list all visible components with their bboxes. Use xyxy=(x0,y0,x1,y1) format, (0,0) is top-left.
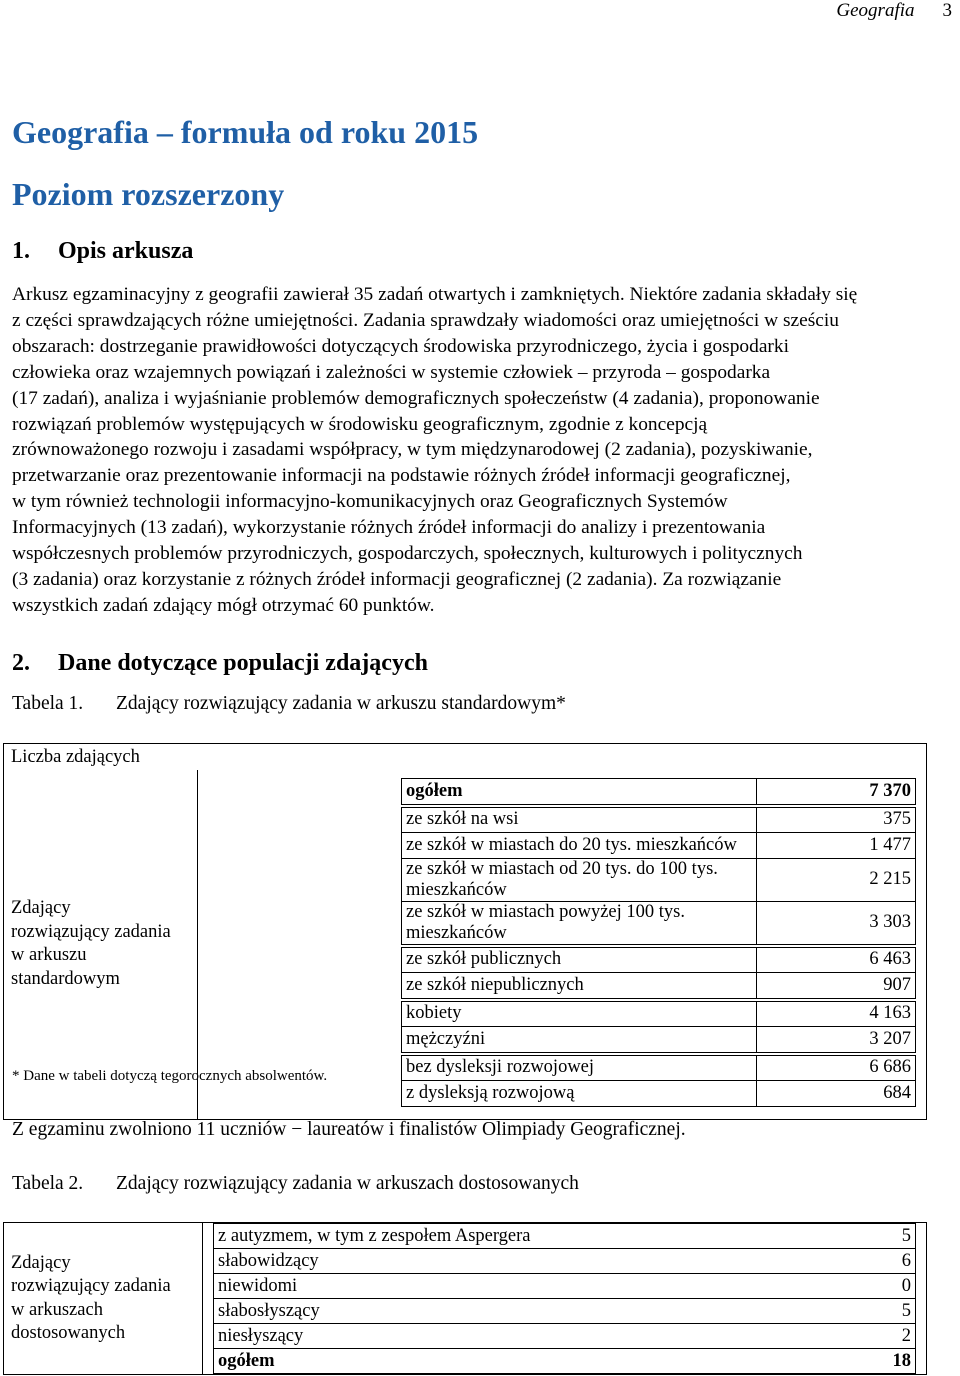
table-row xyxy=(402,901,916,944)
table-row xyxy=(214,1299,916,1324)
row-label: ze szkół w miastach od 20 tys. do 100 tys. mieszkańców xyxy=(402,858,757,901)
table-row xyxy=(402,807,916,833)
table-row xyxy=(214,1249,916,1274)
row-value: 375 xyxy=(757,807,916,833)
row-label: słabosłyszący xyxy=(214,1299,828,1324)
row-label: ogółem xyxy=(214,1349,828,1374)
table-1-inner xyxy=(401,778,916,1107)
table-1-footnote: * Dane w tabeli dotyczą tegorocznych absolwentów. xyxy=(12,1068,328,1084)
side-label-line: w arkuszu xyxy=(11,945,87,966)
section-2-number: 2. xyxy=(12,650,30,676)
table-1-caption-text: Zdający rozwiązujący zadania w arkuszu standardowym* xyxy=(116,693,566,714)
table-row xyxy=(402,1055,916,1081)
paragraph-line: przetwarzanie oraz prezentowanie informacji na podstawie różnych źródeł informacji geograficznej, xyxy=(12,465,791,487)
row-value: 6 463 xyxy=(757,947,916,973)
row-label: niewidomi xyxy=(214,1274,828,1299)
row-label: kobiety xyxy=(402,1001,757,1027)
table-row xyxy=(402,858,916,901)
paragraph-line: (3 zadania) oraz korzystanie z różnych źródeł informacji geograficznej (2 zadania). Za rozwiązanie xyxy=(12,568,782,590)
table-row xyxy=(402,947,916,973)
row-label: ze szkół na wsi xyxy=(402,807,757,833)
paragraph-line: Arkusz egzaminacyjny z geografii zawierał 35 zadań otwartych i zamkniętych. Niektóre zadania składały się xyxy=(12,284,858,305)
side-label-line: Zdający xyxy=(11,1252,71,1273)
table-1-body xyxy=(198,770,927,1119)
row-value: 3 303 xyxy=(757,901,916,944)
table-row xyxy=(214,1349,916,1374)
row-label: ze szkół w miastach powyżej 100 tys. mieszkańców xyxy=(402,901,757,944)
table-row xyxy=(214,1224,916,1249)
section-2-title: Dane dotyczące populacji zdających xyxy=(58,650,428,676)
paragraph-line: wszystkich zadań zdający mógł otrzymać 60 punktów. xyxy=(12,594,435,616)
table-1-side-label xyxy=(4,770,198,1119)
row-value: 5 xyxy=(827,1224,916,1249)
description-paragraph xyxy=(12,282,956,619)
side-label-line: Zdający xyxy=(11,898,71,919)
paragraph-line: z części sprawdzających różne umiejętności. Zadania sprawdzały wiadomości oraz umiejętności w sześciu xyxy=(12,309,839,331)
row-label: ze szkół w miastach do 20 tys. mieszkańców xyxy=(402,833,757,859)
table-2-caption-text: Zdający rozwiązujący zadania w arkuszach dostosowanych xyxy=(116,1173,579,1194)
paragraph-line: zrównoważonego rozwoju i zasadami współpracy, w tym międzynarodowej (2 zadania), pozyskiwanie, xyxy=(12,439,813,461)
row-value: 6 xyxy=(827,1249,916,1274)
row-value: 2 xyxy=(827,1324,916,1349)
row-label: słabowidzący xyxy=(214,1249,828,1274)
row-value: 2 215 xyxy=(757,858,916,901)
table-1 xyxy=(3,743,927,1120)
row-value: 18 xyxy=(827,1349,916,1374)
row-value: 4 163 xyxy=(757,1001,916,1027)
table-row xyxy=(402,1081,916,1107)
row-label: bez dysleksji rozwojowej xyxy=(402,1055,757,1081)
document-subtitle: Poziom rozszerzony xyxy=(12,176,285,212)
side-label-line: dostosowanych xyxy=(11,1323,126,1343)
table-2-label: Tabela 2. xyxy=(12,1173,84,1194)
side-label-line: w arkuszach xyxy=(11,1299,103,1320)
row-value: 7 370 xyxy=(757,779,916,805)
row-value: 1 477 xyxy=(757,833,916,859)
section-2-heading xyxy=(12,650,428,677)
exemption-sentence: Z egzaminu zwolniono 11 uczniów − laureatów i finalistów Olimpiady Geograficznej. xyxy=(12,1119,686,1140)
row-label: ogółem xyxy=(402,779,757,805)
row-value: 6 686 xyxy=(757,1055,916,1081)
row-label: ze szkół niepublicznych xyxy=(402,973,757,999)
row-value: 684 xyxy=(757,1081,916,1107)
row-label: mężczyźni xyxy=(402,1027,757,1053)
table-row xyxy=(402,833,916,859)
paragraph-line: w tym również technologii informacyjno-komunikacyjnych oraz Geograficznych Systemów xyxy=(12,491,728,513)
row-value: 0 xyxy=(827,1274,916,1299)
table-row xyxy=(402,1027,916,1053)
row-value: 3 207 xyxy=(757,1027,916,1053)
page-number: 3 xyxy=(942,0,952,21)
paragraph-line: Informacyjnych (13 zadań), wykorzystanie różnych źródeł informacji do analizy i prezentowania xyxy=(12,517,766,539)
row-label: niesłyszący xyxy=(214,1324,828,1349)
paragraph-line: (17 zadań), analiza i wyjaśnianie problemów demograficznych społeczeństw (4 zadania), proponowanie xyxy=(12,387,820,409)
table-row xyxy=(402,1001,916,1027)
side-label-line: standardowym xyxy=(11,968,120,989)
running-header xyxy=(836,0,952,22)
table-row xyxy=(214,1324,916,1349)
side-label-line: rozwiązujący zadania xyxy=(11,1276,171,1296)
table-row xyxy=(214,1274,916,1299)
table-1-header: Liczba zdających xyxy=(4,744,927,771)
table-row xyxy=(402,779,916,805)
table-2-caption xyxy=(12,1173,579,1195)
side-label-line: rozwiązujący zadania xyxy=(11,921,171,942)
table-1-label: Tabela 1. xyxy=(12,693,84,714)
document-title: Geografia – formuła od roku 2015 xyxy=(12,114,479,150)
section-1-title: Opis arkusza xyxy=(58,238,194,264)
row-label: ze szkół publicznych xyxy=(402,947,757,973)
running-title: Geografia xyxy=(836,0,915,21)
row-value: 5 xyxy=(827,1299,916,1324)
paragraph-line: człowieka oraz wzajemnych powiązań i zależności w systemie człowiek – przyroda – gospodarka xyxy=(12,361,771,383)
table-2-inner xyxy=(213,1223,916,1374)
table-2-body xyxy=(203,1223,927,1375)
paragraph-line: rozwiązań problemów występujących w środowisku geograficznym, zgodnie z koncepcją xyxy=(12,413,708,435)
row-label: z autyzmem, w tym z zespołem Aspergera xyxy=(214,1224,828,1249)
table-2 xyxy=(3,1222,927,1375)
section-1-number: 1. xyxy=(12,238,30,264)
table-1-caption xyxy=(12,693,566,715)
section-1-heading xyxy=(12,238,193,265)
row-label: z dysleksją rozwojową xyxy=(402,1081,757,1107)
table-2-side-label xyxy=(4,1223,203,1375)
row-value: 907 xyxy=(757,973,916,999)
paragraph-line: obszarach: dostrzeganie prawidłowości dotyczących środowiska przyrodniczego, życia i gospodarki xyxy=(12,335,789,357)
paragraph-line: współczesnych problemów przyrodniczych, gospodarczych, społecznych, kulturowych i politycznych xyxy=(12,543,803,565)
table-row xyxy=(402,973,916,999)
